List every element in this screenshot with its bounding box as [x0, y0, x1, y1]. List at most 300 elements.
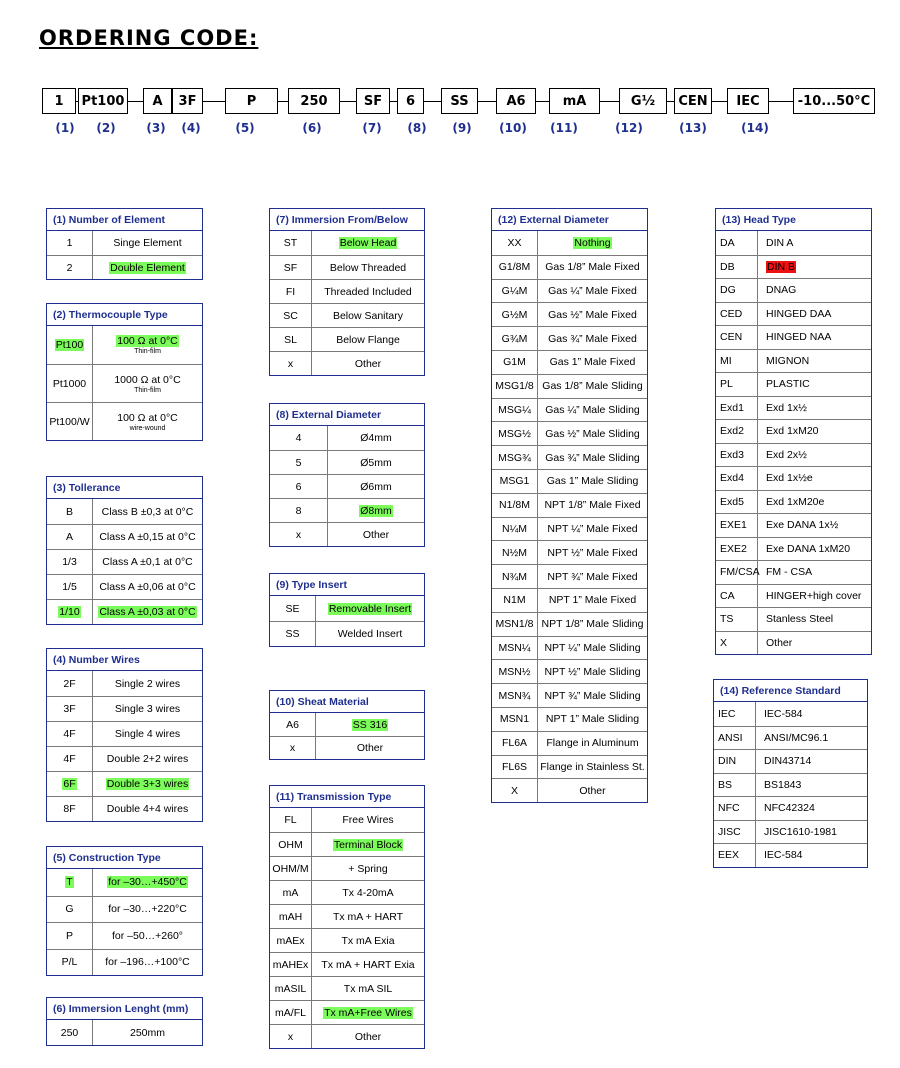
table-row: [270, 621, 424, 646]
description-cell: [756, 821, 867, 844]
table-row: [492, 255, 647, 279]
description-text: Class B ±0,3 at 0°C: [101, 505, 194, 518]
code-connector: [278, 101, 288, 102]
description-text: Tx mA Exia: [341, 934, 395, 947]
table-row: [716, 396, 871, 420]
table-row: [47, 922, 202, 949]
table-row: [714, 749, 867, 773]
description-cell: [93, 231, 202, 255]
code-text: XX: [507, 236, 522, 249]
table-row: [270, 808, 424, 832]
code-cell: [492, 231, 538, 255]
description-text: Single 4 wires: [114, 728, 181, 740]
description-text: HINGER+high cover: [766, 589, 862, 602]
code-text: Pt1000: [52, 377, 87, 390]
table-title: (12) External Diameter: [492, 209, 647, 231]
table-t4: [46, 648, 203, 822]
table-row: [714, 726, 867, 750]
code-cell: [714, 797, 756, 820]
description-cell: [538, 375, 647, 398]
table-t3: [46, 476, 203, 625]
code-cell: [716, 444, 758, 467]
code-connector: [769, 101, 793, 102]
code-box: IEC: [727, 88, 769, 114]
description-text: Gas ½” Male Fixed: [548, 308, 637, 321]
table-row: [716, 607, 871, 631]
description-cell: [758, 350, 871, 373]
description-text: Single 3 wires: [114, 703, 181, 715]
table-title: (5) Construction Type: [47, 847, 202, 869]
code-text: G¾M: [501, 332, 528, 345]
table-row: [47, 499, 202, 524]
code-cell: [492, 351, 538, 374]
code-cell: [492, 399, 538, 422]
code-text: X: [510, 784, 518, 797]
description-text: DNAG: [766, 284, 797, 297]
description-text: Class A ±0,15 at 0°C: [99, 531, 196, 543]
description-cell: [758, 279, 871, 302]
code-text: mAH: [278, 910, 303, 923]
code-text: 5: [295, 456, 302, 469]
description-cell: [328, 426, 424, 450]
code-connector: [600, 101, 619, 102]
code-text: PL: [720, 378, 733, 391]
description-text: FM - CSA: [766, 566, 813, 579]
description-cell: [538, 613, 647, 636]
description-cell: [93, 575, 202, 599]
code-text: G½M: [501, 308, 528, 321]
description-cell: [758, 326, 871, 349]
table-row: [47, 896, 202, 923]
description-text: NPT 1” Male Sliding: [545, 713, 640, 726]
code-cell: [270, 256, 312, 279]
description-text: Other: [354, 357, 382, 370]
table-row: [492, 326, 647, 350]
description-text: Gas 1” Male Fixed: [549, 356, 636, 369]
table-row: [492, 469, 647, 493]
code-cell: [270, 499, 328, 522]
code-text: FI: [285, 285, 296, 298]
table-row: [47, 231, 202, 255]
code-cell: [270, 352, 312, 375]
code-cell: [47, 550, 93, 574]
description-text: DIN A: [766, 236, 794, 249]
code-connector: [203, 101, 225, 102]
table-title: (14) Reference Standard: [714, 680, 867, 702]
code-cell: [492, 256, 538, 279]
table-row: [270, 255, 424, 279]
code-cell: [492, 541, 538, 564]
description-cell: [758, 632, 871, 655]
code-cell: [716, 350, 758, 373]
description-text: Tx 4-20mA: [342, 886, 394, 899]
description-text: DIN43714: [764, 755, 812, 768]
description-cell: [538, 494, 647, 517]
code-cell: [714, 750, 756, 773]
description-text: 250mm: [129, 1026, 165, 1039]
code-text: MI: [720, 354, 732, 367]
code-text: Exd5: [720, 495, 744, 508]
code-cell: [47, 403, 93, 440]
description-text: Below Threaded: [329, 261, 407, 274]
description-text: ANSI/MC96.1: [764, 731, 829, 744]
description-text: Terminal Block: [333, 838, 403, 851]
table-t5: [46, 846, 203, 976]
description-text: Gas ¾” Male Fixed: [548, 332, 637, 345]
table-row: [492, 279, 647, 303]
description-text: Welded Insert: [337, 628, 403, 640]
description-cell: [93, 797, 202, 821]
code-text: FL6A: [501, 737, 528, 750]
code-cell: [492, 518, 538, 541]
code-cell: [47, 897, 93, 923]
description-cell: [328, 475, 424, 498]
code-cell: [492, 732, 538, 755]
description-text: Other: [579, 784, 606, 797]
description-cell: [756, 702, 867, 726]
description-cell: [538, 660, 647, 683]
code-cell: [47, 365, 93, 402]
description-cell: [758, 467, 871, 490]
code-text: A6: [286, 718, 299, 731]
code-box: 6: [397, 88, 424, 114]
code-cell: [492, 756, 538, 779]
description-text: Single 2 wires: [114, 677, 181, 690]
table-row: [492, 231, 647, 255]
code-text: FL: [284, 814, 297, 826]
code-cell: [492, 660, 538, 683]
description-text: NPT ¾” Male Fixed: [547, 570, 638, 583]
code-box: Pt100: [78, 88, 128, 114]
table-title: (9) Type Insert: [270, 574, 424, 596]
page-title: ORDERING CODE:: [39, 26, 259, 50]
description-text: NPT 1/8” Male Sliding: [541, 618, 644, 631]
code-cell: [714, 727, 756, 750]
description-text: Flange in Stainless St.: [540, 760, 645, 773]
code-cell: [270, 737, 316, 759]
code-cell: [492, 446, 538, 469]
description-subtext: Thin-film: [134, 348, 161, 355]
code-cell: [716, 491, 758, 514]
code-text: Pt100/W: [49, 415, 90, 428]
code-cell: [714, 774, 756, 797]
description-cell: [538, 351, 647, 374]
code-position-number: (10): [499, 121, 527, 135]
table-t7: [269, 208, 425, 376]
table-row: [716, 302, 871, 326]
description-cell: [93, 550, 202, 574]
code-cell: [492, 565, 538, 588]
description-text: SS 316: [352, 718, 388, 731]
code-cell: [270, 280, 312, 303]
code-text: 1/3: [62, 556, 77, 568]
description-cell: [312, 808, 424, 832]
code-cell: [270, 328, 312, 351]
code-text: MSN¾: [498, 689, 531, 702]
description-cell: [758, 444, 871, 467]
description-text: Exd 2x½: [766, 448, 807, 461]
table-row: [270, 303, 424, 327]
code-connector: [390, 101, 397, 102]
table-row: [270, 327, 424, 351]
code-cell: [714, 821, 756, 844]
description-text: + Spring: [348, 862, 388, 875]
description-cell: [328, 499, 424, 522]
code-connector: [536, 101, 549, 102]
code-cell: [270, 977, 312, 1000]
description-text: 1000 Ω at 0°C: [114, 373, 181, 386]
table-row: [270, 450, 424, 474]
table-row: [716, 490, 871, 514]
table-title: (1) Number of Element: [47, 209, 202, 231]
code-text: MSN1/8: [495, 618, 534, 631]
code-cell: [47, 600, 93, 624]
table-row: [716, 278, 871, 302]
code-text: x: [295, 528, 302, 541]
code-cell: [492, 637, 538, 660]
description-text: NPT ¾” Male Sliding: [544, 689, 641, 702]
description-cell: [312, 1025, 424, 1048]
description-text: Exe DANA 1x½: [766, 519, 839, 532]
code-cell: [714, 702, 756, 726]
table-row: [716, 231, 871, 255]
description-cell: [538, 303, 647, 326]
code-text: 4F: [63, 753, 76, 765]
code-text: N1/8M: [499, 499, 530, 512]
description-text: Tx mA + HART Exia: [321, 958, 415, 971]
description-text: Other: [766, 636, 793, 649]
code-box: SS: [441, 88, 478, 114]
description-subtext: Thin-film: [134, 386, 161, 394]
table-title: (10) Sheat Material: [270, 691, 424, 713]
code-cell: [270, 523, 328, 546]
code-text: BS: [718, 778, 733, 791]
description-text: DIN B: [767, 260, 796, 273]
code-text: x: [289, 742, 296, 754]
description-cell: [93, 722, 202, 746]
description-text: Ø6mm: [360, 480, 392, 493]
description-cell: [758, 397, 871, 420]
code-cell: [716, 279, 758, 302]
code-text: DB: [720, 260, 735, 273]
code-text: SE: [285, 602, 300, 615]
table-row: [47, 671, 202, 696]
code-text: P/L: [61, 956, 78, 969]
table-row: [716, 325, 871, 349]
description-cell: [93, 365, 202, 402]
table-row: [47, 1020, 202, 1045]
code-cell: [714, 844, 756, 867]
code-text: A: [65, 531, 73, 543]
description-cell: [312, 953, 424, 976]
code-text: DG: [720, 284, 736, 297]
table-row: [270, 1024, 424, 1048]
code-text: 1/10: [59, 606, 80, 618]
code-position-number: (5): [235, 121, 255, 135]
table-row: [716, 255, 871, 279]
description-cell: [312, 352, 424, 375]
code-position-number: (1): [55, 121, 75, 135]
code-text: x: [287, 357, 294, 370]
table-row: [47, 949, 202, 976]
code-cell: [492, 779, 538, 802]
description-cell: [538, 708, 647, 731]
description-cell: [756, 750, 867, 773]
table-row: [47, 326, 202, 364]
description-cell: [93, 772, 202, 796]
description-cell: [538, 541, 647, 564]
description-cell: [756, 844, 867, 867]
description-cell: [758, 538, 871, 561]
code-cell: [492, 589, 538, 612]
description-cell: [312, 256, 424, 279]
code-text: x: [287, 1030, 294, 1043]
table-title: (11) Transmission Type: [270, 786, 424, 808]
table-row: [47, 255, 202, 279]
code-text: G1/8M: [498, 261, 531, 274]
table-row: [714, 796, 867, 820]
code-text: 4: [295, 432, 302, 444]
code-text: CEN: [720, 331, 743, 344]
code-cell: [270, 929, 312, 952]
table-t13: [715, 208, 872, 655]
description-cell: [312, 905, 424, 928]
table-t8: [269, 403, 425, 547]
code-text: SS: [285, 628, 300, 640]
table-row: [492, 731, 647, 755]
table-row: [270, 832, 424, 856]
code-text: OHM/M: [272, 862, 309, 875]
code-cell: [270, 451, 328, 474]
code-text: 250: [60, 1026, 79, 1039]
code-text: B: [65, 505, 73, 518]
description-cell: [538, 327, 647, 350]
description-cell: [312, 231, 424, 255]
code-connector: [478, 101, 496, 102]
description-cell: [538, 399, 647, 422]
table-row: [716, 443, 871, 467]
code-text: ST: [283, 237, 298, 249]
description-text: Other: [356, 742, 384, 754]
code-cell: [492, 303, 538, 326]
code-text: IEC: [718, 707, 736, 720]
description-cell: [328, 451, 424, 474]
table-row: [716, 560, 871, 584]
table-title: (3) Tollerance: [47, 477, 202, 499]
table-row: [47, 721, 202, 746]
code-cell: [47, 950, 93, 976]
description-text: for –196…+100°C: [105, 956, 190, 969]
table-t2: [46, 303, 203, 441]
table-row: [270, 279, 424, 303]
code-position-number: (6): [302, 121, 322, 135]
code-cell: [716, 514, 758, 537]
description-text: Gas ½” Male Sliding: [545, 427, 640, 440]
description-text: Double 3+3 wires: [106, 778, 189, 790]
code-connector: [340, 101, 356, 102]
table-row: [270, 596, 424, 621]
description-cell: [538, 637, 647, 660]
code-cell: [716, 538, 758, 561]
table-row: [270, 426, 424, 450]
description-cell: [312, 280, 424, 303]
table-t11: [269, 785, 425, 1049]
code-connector: [424, 101, 441, 102]
table-row: [47, 696, 202, 721]
description-text: Exe DANA 1xM20: [766, 542, 851, 555]
table-title: (4) Number Wires: [47, 649, 202, 671]
table-row: [270, 976, 424, 1000]
description-text: Tx mA SIL: [343, 982, 393, 995]
table-row: [47, 796, 202, 821]
code-cell: [716, 256, 758, 279]
description-cell: [538, 779, 647, 802]
description-text: for –30…+450°C: [108, 876, 187, 889]
code-cell: [716, 467, 758, 490]
code-box: CEN: [674, 88, 712, 114]
code-text: Exd3: [720, 448, 744, 461]
description-cell: [312, 833, 424, 856]
description-text: Class A ±0,06 at 0°C: [99, 581, 196, 593]
description-cell: [316, 596, 424, 621]
code-box: SF: [356, 88, 390, 114]
table-row: [716, 349, 871, 373]
code-cell: [716, 608, 758, 631]
table-title: (7) Immersion From/Below: [270, 209, 424, 231]
code-text: SL: [284, 333, 297, 346]
description-cell: [758, 561, 871, 584]
code-connector: [667, 101, 674, 102]
table-row: [47, 574, 202, 599]
description-cell: [312, 328, 424, 351]
table-row: [492, 374, 647, 398]
code-cell: [492, 375, 538, 398]
code-text: SF: [283, 261, 298, 274]
code-position-number: (11): [550, 121, 578, 135]
description-text: for –30…+220°C: [108, 903, 187, 916]
table-row: [714, 843, 867, 867]
table-t14: [713, 679, 868, 868]
code-cell: [270, 713, 316, 736]
table-row: [270, 904, 424, 928]
code-cell: [492, 708, 538, 731]
code-text: NFC: [718, 802, 740, 815]
code-text: MSG1/8: [495, 380, 534, 393]
description-text: for –50…+260°: [111, 929, 184, 942]
code-text: 8F: [63, 803, 76, 815]
description-cell: [758, 231, 871, 255]
description-text: Free Wires: [342, 814, 394, 826]
code-text: G: [65, 903, 74, 916]
code-text: MSN1: [499, 713, 530, 726]
code-box: 3F: [172, 88, 203, 114]
table-row: [270, 856, 424, 880]
code-text: P: [65, 929, 73, 942]
table-row: [714, 702, 867, 726]
table-row: [492, 659, 647, 683]
code-position-number: (9): [452, 121, 472, 135]
table-row: [47, 869, 202, 896]
description-cell: [93, 600, 202, 624]
table-t12: [491, 208, 648, 803]
code-cell: [47, 231, 93, 255]
description-text: NPT ½” Male Sliding: [544, 665, 641, 678]
description-cell: [93, 525, 202, 549]
description-text: JISC1610-1981: [764, 825, 837, 838]
code-cell: [716, 420, 758, 443]
description-text: Double Element: [110, 261, 185, 274]
description-cell: [758, 608, 871, 631]
